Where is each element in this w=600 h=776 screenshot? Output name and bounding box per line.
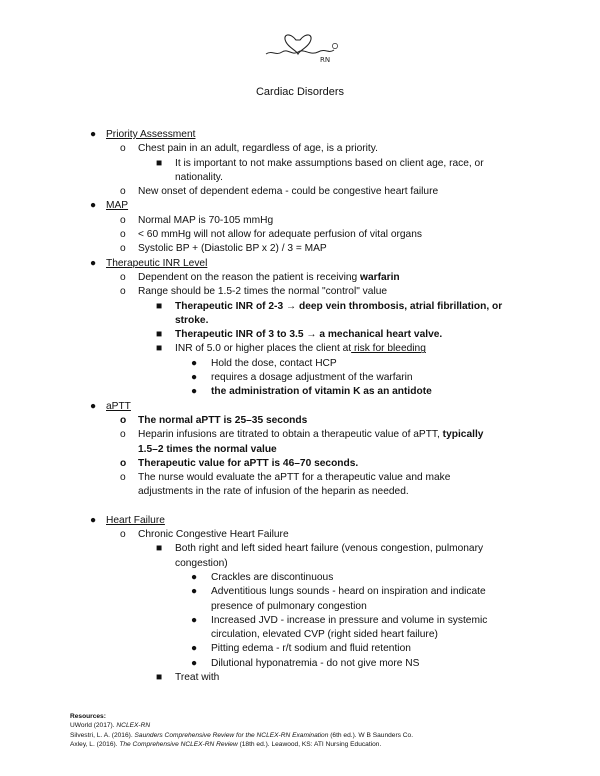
bullet-icon: ● — [90, 400, 97, 412]
bullet-icon: ● — [90, 257, 97, 269]
bullet-icon: o — [120, 271, 126, 283]
logo-sub: RN — [320, 56, 331, 64]
bullet-icon: ● — [191, 357, 198, 369]
list-item: ● Priority Assessment — [90, 128, 540, 142]
list-item: ■ It is important to not make assumptions based on client age, race, or nationality. — [156, 157, 484, 183]
bullet-icon: o — [120, 529, 126, 541]
resources-footer — [70, 712, 570, 750]
bullet-icon: ■ — [156, 300, 163, 312]
list-item: ● Crackles are discontinuous — [90, 571, 540, 585]
bullet-icon: o — [120, 472, 126, 484]
list-item: ● aPTT — [90, 400, 540, 414]
bullet-icon: o — [120, 429, 126, 441]
bullet-icon: o — [120, 229, 126, 241]
bullet-icon: ● — [90, 200, 97, 212]
list-item: ● Heart Failure — [90, 514, 540, 528]
list-item: o Therapeutic value for aPTT is 46–70 seconds. — [90, 457, 540, 471]
bullet-icon: o — [120, 143, 126, 155]
bullet-icon: ■ — [156, 343, 163, 355]
list-item: ● the administration of vitamin K as an antidote — [90, 385, 540, 399]
list-item: ● Therapeutic INR Level — [90, 257, 540, 271]
list-item: ● Dilutional hyponatremia - do not give more NS — [90, 657, 540, 671]
bullet-icon: o — [120, 214, 126, 226]
list-item: o Chest pain in an adult, regardless of age, is a priority. — [90, 142, 540, 156]
bullet-icon: ● — [191, 657, 198, 669]
list-item: ■ Both right and left sided heart failure (venous congestion, pulmonary congestion) — [156, 543, 484, 569]
bullet-icon: o — [120, 243, 126, 255]
list-item: ■ Treat with — [90, 671, 540, 685]
bullet-icon: o — [120, 186, 126, 198]
list-item: o Chronic Congestive Heart Failure — [90, 528, 540, 542]
bullet-icon: ● — [191, 386, 198, 398]
list-item: ● Adventitious lungs sounds - heard on inspiration and indicate presence of pulmonary congestion — [191, 586, 486, 612]
list-item: ● Hold the dose, contact HCP — [90, 357, 540, 371]
bullet-icon: ■ — [156, 543, 163, 555]
document-body — [90, 128, 540, 685]
list-item: ■ INR of 5.0 or higher places the client at risk for bleeding — [90, 342, 540, 356]
list-item: ● Increased JVD - increase in pressure and volume in systemic circulation, elevated CVP (right sided heart failure) — [191, 614, 488, 641]
bullet-icon: ■ — [156, 329, 163, 341]
list-item: ■ Therapeutic INR of 2-3 → deep vein thrombosis, atrial fibrillation, or stroke. — [156, 300, 503, 326]
bullet-icon: ■ — [156, 671, 163, 683]
list-item: o Systolic BP + (Diastolic BP x 2) / 3 = MAP — [90, 242, 540, 256]
bullet-icon: o — [120, 414, 127, 426]
list-item: o The normal aPTT is 25–35 seconds — [90, 414, 540, 428]
bullet-icon: ● — [191, 643, 198, 655]
bullet-icon: o — [120, 457, 127, 469]
list-item: ■ Therapeutic INR of 3 to 3.5 → a mechanical heart valve. — [90, 328, 540, 342]
list-item: ● Pitting edema - r/t sodium and fluid retention — [90, 642, 540, 656]
page-title: Cardiac Disorders — [255, 86, 345, 98]
brand-logo — [262, 20, 342, 64]
citation: Axley, L. (2016). The Comprehensive NCLEX-RN Review (18th ed.). Leawood, KS: ATI Nursing Education. — [70, 741, 382, 749]
list-item: o The nurse would evaluate the aPTT for a therapeutic value and make adjustments in the rate of infusion of the heparin as needed. — [120, 472, 451, 498]
citation: Silvestri, L. A. (2016). Saunders Comprehensive Review for the NCLEX-RN Examination (6th ed.). W B Saunders Co. — [70, 731, 414, 739]
list-item: ● requires a dosage adjustment of the warfarin — [90, 371, 540, 385]
list-item: o New onset of dependent edema - could be congestive heart failure — [90, 185, 540, 199]
bullet-icon: ● — [191, 614, 198, 626]
bullet-icon: ● — [191, 372, 198, 384]
resources-heading: Resources: — [70, 713, 106, 720]
list-item: o Heparin infusions are titrated to obtain a therapeutic value of aPTT, typically 1.5–2 times the normal value — [120, 429, 484, 455]
citation: UWorld (2017). NCLEX-RN — [70, 722, 151, 730]
bullet-icon: o — [120, 286, 126, 298]
list-item: o Dependent on the reason the patient is receiving warfarin — [90, 271, 540, 285]
list-item: o Normal MAP is 70-105 mmHg — [90, 214, 540, 228]
list-item: ● MAP — [90, 199, 540, 213]
heart-signature-icon — [262, 20, 342, 64]
bullet-icon: ■ — [156, 157, 163, 169]
bullet-icon: ● — [191, 586, 198, 598]
bullet-icon: ● — [90, 129, 97, 140]
bullet-icon: ● — [90, 514, 97, 526]
bullet-icon: ● — [191, 571, 198, 583]
list-item: o Range should be 1.5-2 times the normal "control" value — [90, 285, 540, 299]
list-item: o < 60 mmHg will not allow for adequate perfusion of vital organs — [90, 228, 540, 242]
